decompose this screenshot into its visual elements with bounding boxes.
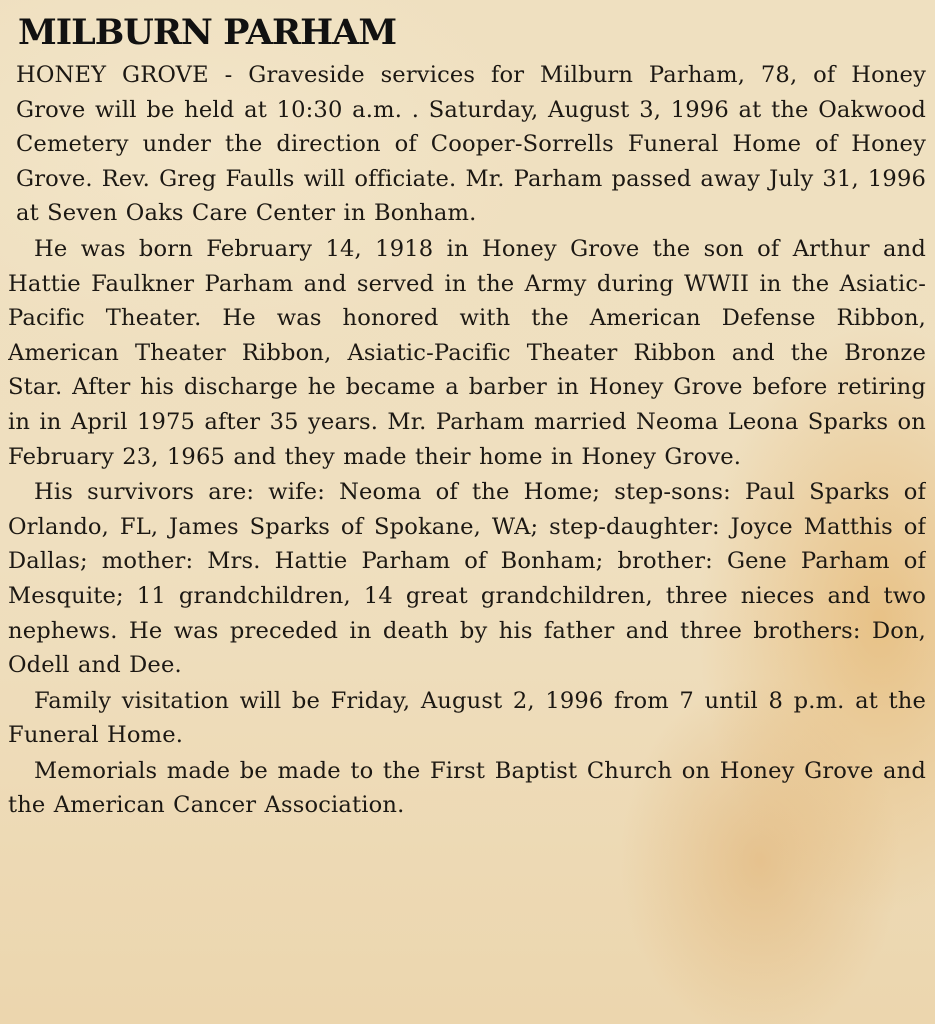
dateline: HONEY GROVE [16, 62, 209, 88]
paragraph-visitation: Family visitation will be Friday, August 2, 1996 from 7 until 8 p.m. at the Funeral Home. [8, 687, 926, 749]
obituary-clipping [8, 8, 926, 1018]
obituary-title: MILBURN PARHAM [18, 12, 397, 53]
paragraph-services [8, 58, 926, 231]
paragraph-memorials: Memorials made be made to the First Baptist Church on Honey Grove and the American Cancer Association. [8, 757, 926, 819]
paragraph-services-text: - Graveside services for Milburn Parham, 78, of Honey Grove will be held at 10:30 a.m. . Saturday, August 3, 1996 at the Oakwood Cemetery under the direction of Cooper-Sorrells Funeral Home of Honey Grove. Rev. Greg Faulls will officiate. Mr. Parham passed away July 31, 1996 at Seven Oaks Care Center in Bonham. [16, 62, 926, 227]
paragraph-survivors: His survivors are: wife: Neoma of the Home; step-sons: Paul Sparks of Orlando, FL, James Sparks of Spokane, WA; step-daughter: Joyce Matthis of Dallas; mother: Mrs. Hattie Parham of Bonham; brother: Gene Parham of Mesquite; 11 grandchildren, 14 great grandchildren, three nieces and two nephews. He was preceded in death by his father and three brothers: Don, Odell and Dee. [8, 479, 926, 679]
paragraph-biography: He was born February 14, 1918 in Honey Grove the son of Arthur and Hattie Faulkner Parham and served in the Army during WWII in the Asiatic-Pacific Theater. He was honored with the American Defense Ribbon, American Theater Ribbon, Asiatic-Pacific Theater Ribbon and the Bronze Star. After his discharge he became a barber in Honey Grove before retiring in in April 1975 after 35 years. Mr. Parham married Neoma Leona Sparks on February 23, 1965 and they made their home in Honey Grove. [8, 235, 926, 470]
